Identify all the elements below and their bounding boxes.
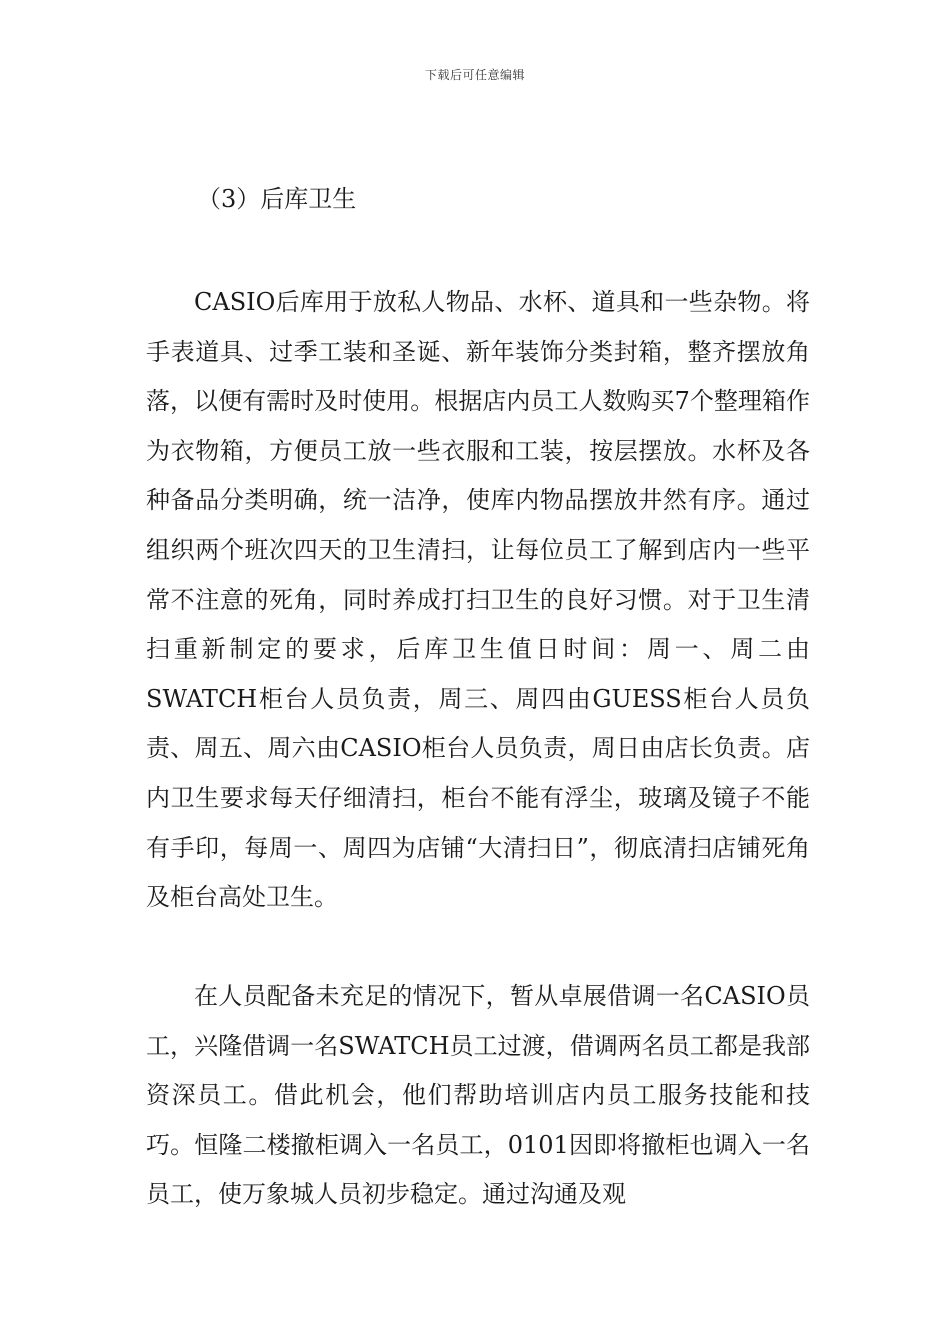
paragraph-staffing: 在人员配备未充足的情况下，暂从卓展借调一名CASIO员工，兴隆借调一名SWATCH员工过渡，借调两名员工都是我部资深员工。借此机会，他们帮助培训店内员工服务技能和技巧。恒隆二楼撤柜调入一名员工，0101因即将撤柜也调入一名员工，使万象城人员初步稳定。通过沟通及观 [146, 982, 810, 1209]
section-heading: （3）后库卫生 [197, 185, 357, 213]
paragraph-back-storage-hygiene: CASIO后库用于放私人物品、水杯、道具和一些杂物。将手表道具、过季工装和圣诞、新年装饰分类封箱，整齐摆放角落，以便有需时及时使用。根据店内员工人数购买7个整理箱作为衣物箱，方便员工放一些衣服和工装，按层摆放。水杯及各种备品分类明确，统一洁净，使库内物品摆放井然有序。通过组织两个班次四天的卫生清扫，让每位员工了解到店内一些平常不注意的死角，同时养成打扫卫生的良好习惯。对于卫生清扫重新制定的要求，后库卫生值日时间：周一、周二由SWATCH柜台人员负责，周三、周四由GUESS柜台人员负责、周五、周六由CASIO柜台人员负责，周日由店长负责。店内卫生要求每天仔细清扫，柜台不能有浮尘，玻璃及镜子不能有手印，每周一、周四为店铺“大清扫日”，彻底清扫店铺死角及柜台高处卫生。 [146, 288, 810, 912]
page-header: 下载后可任意编辑 [424, 68, 525, 82]
